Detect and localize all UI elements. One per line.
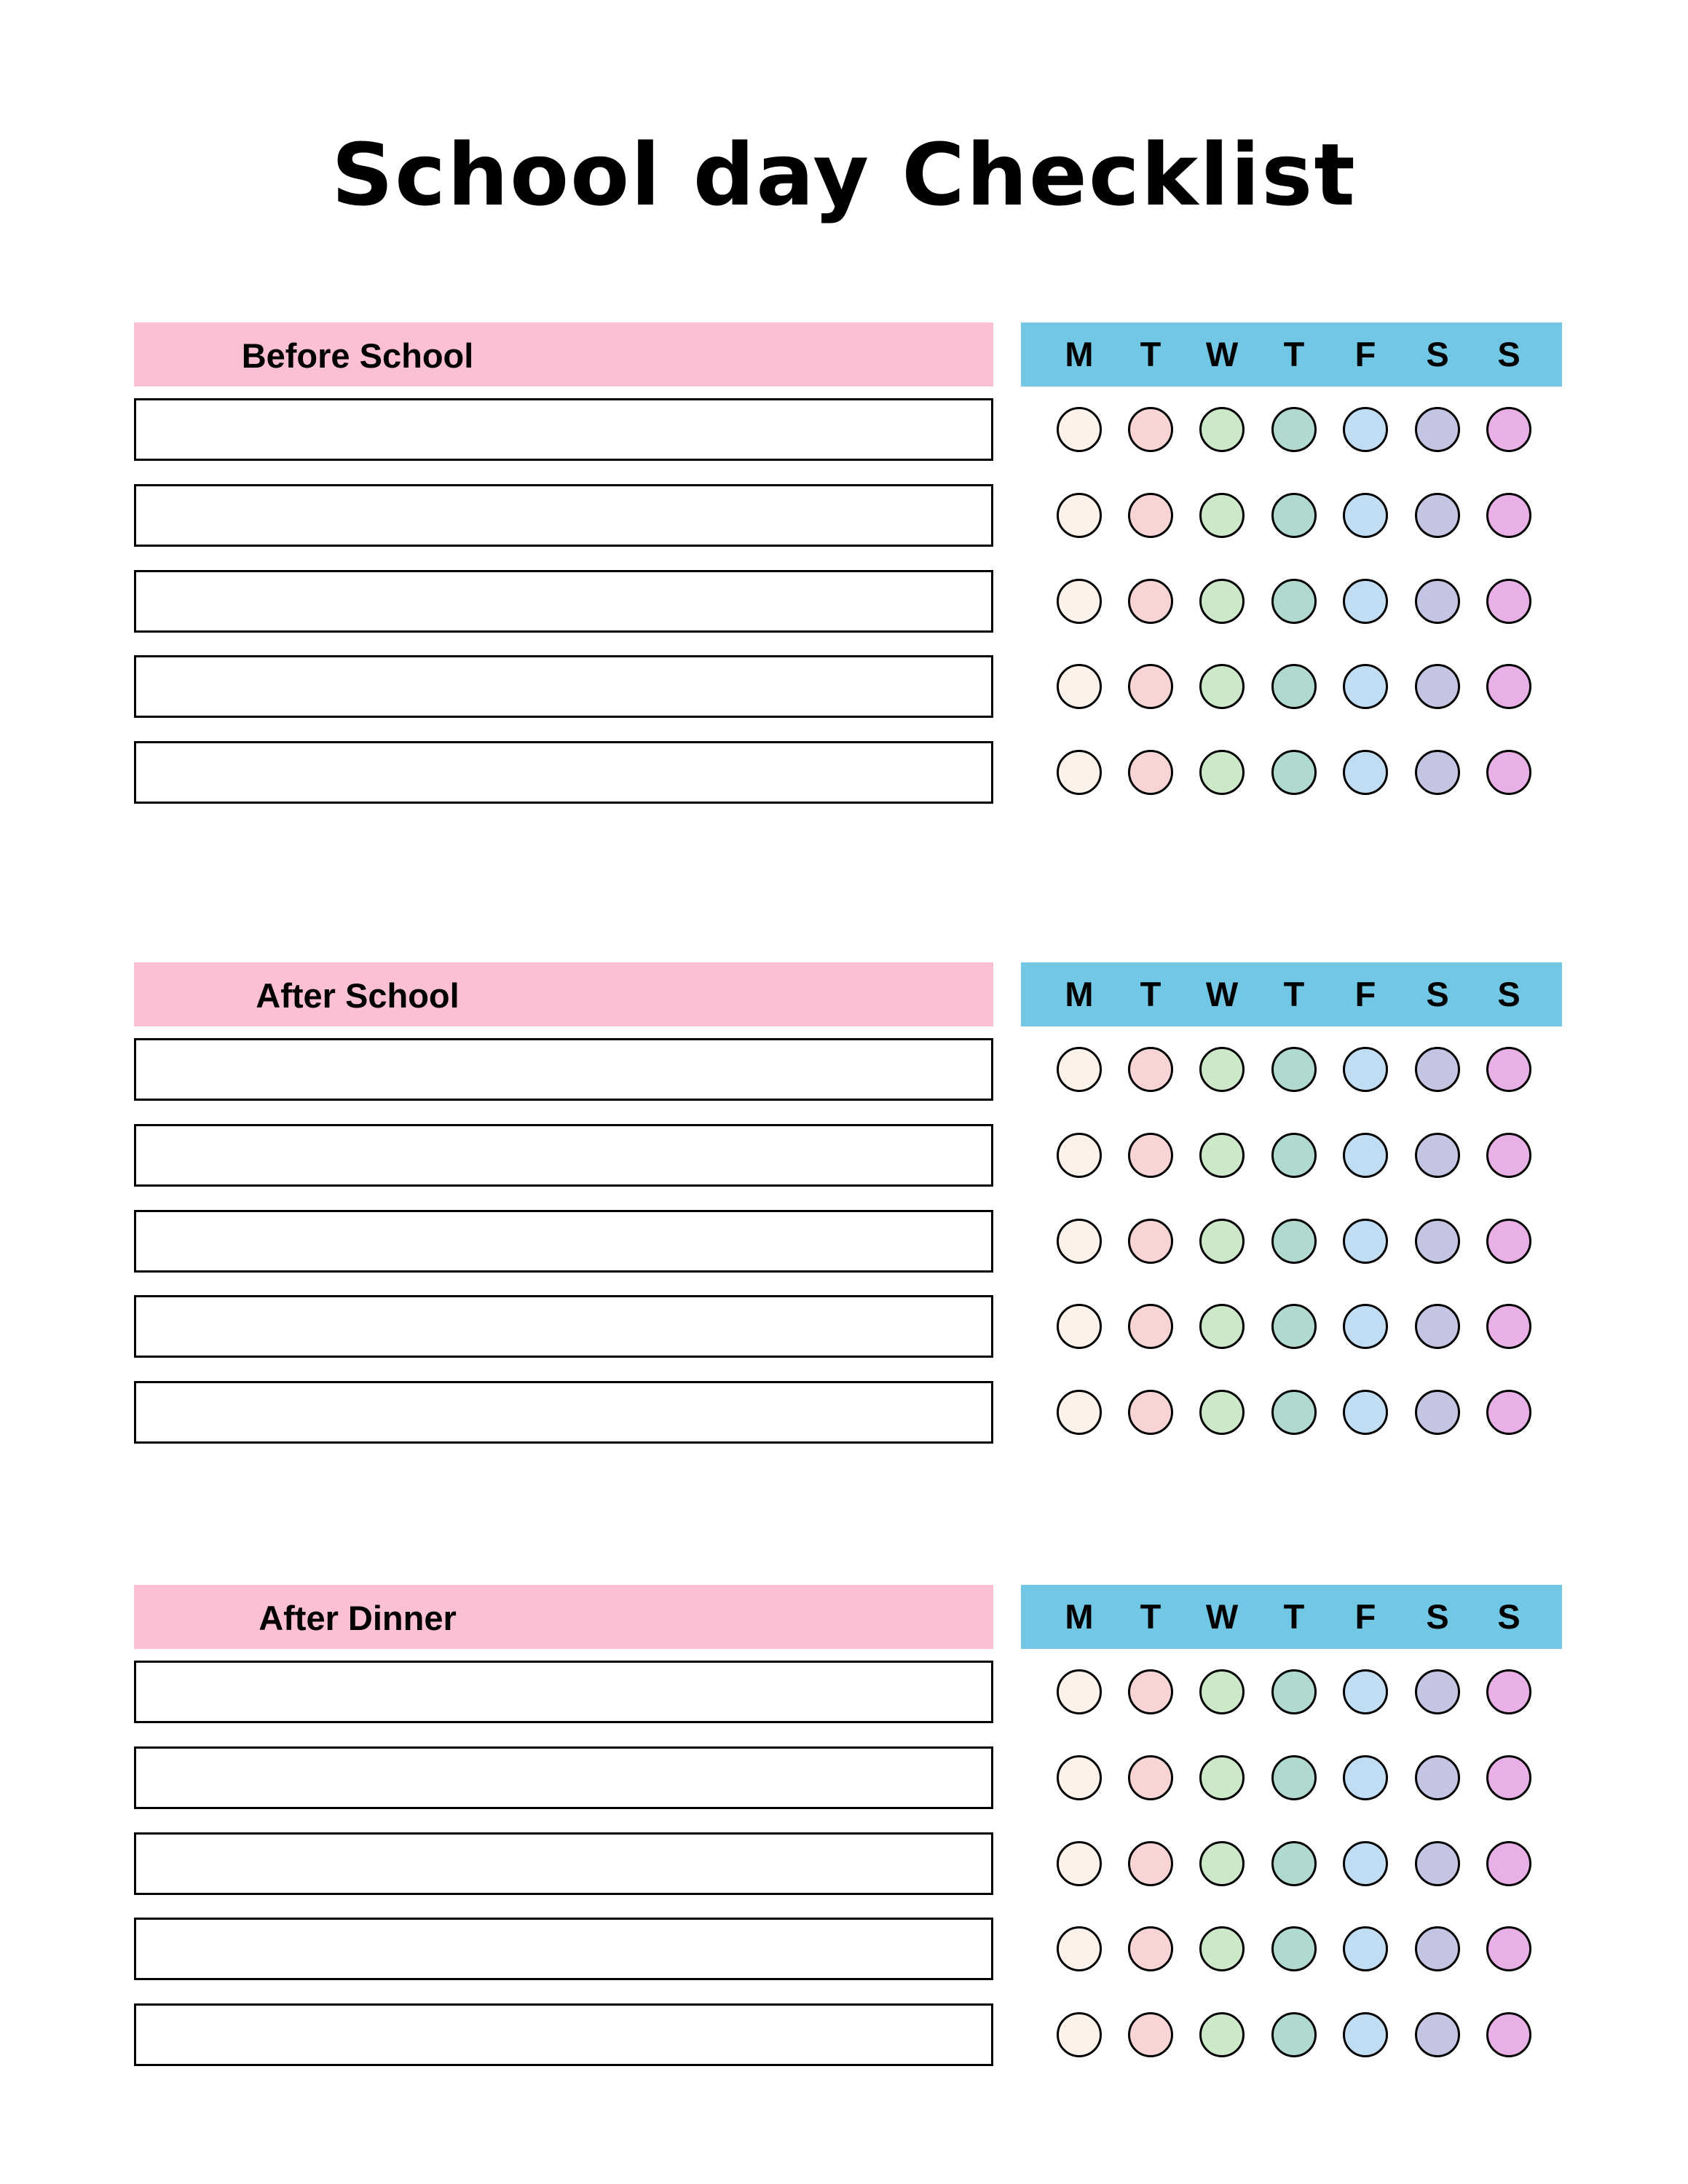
day-check-circle[interactable] xyxy=(1199,1926,1245,1971)
day-check-circle[interactable] xyxy=(1271,1304,1317,1349)
day-check-circle[interactable] xyxy=(1271,750,1317,795)
day-check-circle[interactable] xyxy=(1128,493,1173,538)
day-check-circle[interactable] xyxy=(1128,1926,1173,1971)
day-check-circle[interactable] xyxy=(1199,750,1245,795)
day-check-circle[interactable] xyxy=(1057,1841,1102,1886)
day-check-circle[interactable] xyxy=(1128,1219,1173,1264)
day-check-circle[interactable] xyxy=(1486,407,1531,452)
day-check-circle[interactable] xyxy=(1486,750,1531,795)
day-label: M xyxy=(1065,1597,1094,1636)
section-title: Before School xyxy=(241,336,474,375)
day-label: W xyxy=(1205,975,1239,1013)
day-label: F xyxy=(1354,335,1376,373)
day-check-circle[interactable] xyxy=(1415,1304,1460,1349)
day-check-circle[interactable] xyxy=(1199,1390,1245,1435)
task-field[interactable] xyxy=(134,1832,993,1895)
day-check-circle[interactable] xyxy=(1486,493,1531,538)
day-check-circle[interactable] xyxy=(1057,1669,1102,1714)
day-check-circle[interactable] xyxy=(1415,1047,1460,1092)
day-check-circle[interactable] xyxy=(1415,664,1460,709)
day-label: M xyxy=(1065,335,1094,373)
task-field[interactable] xyxy=(134,2003,993,2066)
day-check-circle[interactable] xyxy=(1199,579,1245,624)
day-check-circle[interactable] xyxy=(1057,407,1102,452)
day-check-circle[interactable] xyxy=(1343,1047,1388,1092)
day-check-circle[interactable] xyxy=(1128,1304,1173,1349)
day-check-circle[interactable] xyxy=(1057,579,1102,624)
day-check-circle[interactable] xyxy=(1057,750,1102,795)
task-field[interactable] xyxy=(134,1295,993,1358)
day-label: T xyxy=(1140,1597,1162,1636)
day-check-circle[interactable] xyxy=(1057,1047,1102,1092)
section-header xyxy=(134,962,993,1026)
day-label: S xyxy=(1497,335,1521,373)
day-check-circle[interactable] xyxy=(1271,579,1317,624)
day-check-circle[interactable] xyxy=(1128,1841,1173,1886)
day-check-circle[interactable] xyxy=(1271,1390,1317,1435)
day-label: S xyxy=(1497,975,1521,1013)
day-check-circle[interactable] xyxy=(1199,1669,1245,1714)
day-label: T xyxy=(1283,975,1305,1013)
task-field[interactable] xyxy=(134,1381,993,1444)
days-header xyxy=(1021,323,1562,387)
day-check-circle[interactable] xyxy=(1271,493,1317,538)
day-check-circle[interactable] xyxy=(1128,1047,1173,1092)
task-field[interactable] xyxy=(134,570,993,633)
day-label: F xyxy=(1354,1597,1376,1636)
day-check-circle[interactable] xyxy=(1199,1133,1245,1178)
task-field[interactable] xyxy=(134,1661,993,1723)
day-check-circle[interactable] xyxy=(1271,1926,1317,1971)
day-check-circle[interactable] xyxy=(1057,493,1102,538)
day-check-circle[interactable] xyxy=(1343,407,1388,452)
day-check-circle[interactable] xyxy=(1415,493,1460,538)
day-check-circle[interactable] xyxy=(1128,750,1173,795)
day-check-circle[interactable] xyxy=(1128,1390,1173,1435)
task-field[interactable] xyxy=(134,1124,993,1187)
day-label: T xyxy=(1140,975,1162,1013)
day-check-circle[interactable] xyxy=(1057,664,1102,709)
day-check-circle[interactable] xyxy=(1486,2012,1531,2057)
task-field[interactable] xyxy=(134,741,993,804)
day-check-circle[interactable] xyxy=(1128,1669,1173,1714)
day-check-circle[interactable] xyxy=(1199,1047,1245,1092)
day-check-circle[interactable] xyxy=(1057,1926,1102,1971)
day-check-circle[interactable] xyxy=(1271,1841,1317,1886)
day-check-circle[interactable] xyxy=(1271,1219,1317,1264)
day-check-circle[interactable] xyxy=(1415,1219,1460,1264)
day-check-circle[interactable] xyxy=(1486,664,1531,709)
day-label: F xyxy=(1354,975,1376,1013)
day-check-circle[interactable] xyxy=(1199,1304,1245,1349)
day-check-circle[interactable] xyxy=(1343,1219,1388,1264)
day-check-circle[interactable] xyxy=(1128,2012,1173,2057)
day-check-circle[interactable] xyxy=(1343,1390,1388,1435)
day-check-circle[interactable] xyxy=(1271,1669,1317,1714)
task-field[interactable] xyxy=(134,1746,993,1809)
day-check-circle[interactable] xyxy=(1271,2012,1317,2057)
day-check-circle[interactable] xyxy=(1415,2012,1460,2057)
task-field[interactable] xyxy=(134,484,993,547)
day-check-circle[interactable] xyxy=(1415,1926,1460,1971)
day-check-circle[interactable] xyxy=(1415,407,1460,452)
day-check-circle[interactable] xyxy=(1486,1841,1531,1886)
day-check-circle[interactable] xyxy=(1271,1755,1317,1800)
day-check-circle[interactable] xyxy=(1057,1133,1102,1178)
day-check-circle[interactable] xyxy=(1343,493,1388,538)
day-check-circle[interactable] xyxy=(1343,1755,1388,1800)
day-check-circle[interactable] xyxy=(1343,1669,1388,1714)
days-header xyxy=(1021,962,1562,1026)
day-label: T xyxy=(1140,335,1162,373)
day-check-circle[interactable] xyxy=(1415,1755,1460,1800)
day-check-circle[interactable] xyxy=(1128,664,1173,709)
section-header xyxy=(134,1585,993,1649)
day-check-circle[interactable] xyxy=(1415,579,1460,624)
day-check-circle[interactable] xyxy=(1128,1755,1173,1800)
day-label: S xyxy=(1426,975,1449,1013)
day-check-circle[interactable] xyxy=(1486,1304,1531,1349)
day-check-circle[interactable] xyxy=(1343,1841,1388,1886)
day-label: W xyxy=(1205,1597,1239,1636)
day-check-circle[interactable] xyxy=(1343,1133,1388,1178)
day-check-circle[interactable] xyxy=(1057,1304,1102,1349)
day-check-circle[interactable] xyxy=(1415,1390,1460,1435)
day-check-circle[interactable] xyxy=(1128,1133,1173,1178)
day-check-circle[interactable] xyxy=(1486,1926,1531,1971)
day-check-circle[interactable] xyxy=(1199,2012,1245,2057)
day-check-circle[interactable] xyxy=(1415,750,1460,795)
task-field[interactable] xyxy=(134,1038,993,1101)
day-check-circle[interactable] xyxy=(1486,1133,1531,1178)
day-check-circle[interactable] xyxy=(1057,2012,1102,2057)
day-check-circle[interactable] xyxy=(1199,1755,1245,1800)
day-check-circle[interactable] xyxy=(1486,1219,1531,1264)
day-label: S xyxy=(1497,1597,1521,1636)
day-check-circle[interactable] xyxy=(1271,664,1317,709)
day-label: T xyxy=(1283,335,1305,373)
day-check-circle[interactable] xyxy=(1271,1047,1317,1092)
page-title: School day Checklist xyxy=(331,124,1357,225)
day-check-circle[interactable] xyxy=(1415,1669,1460,1714)
day-check-circle[interactable] xyxy=(1057,1755,1102,1800)
day-check-circle[interactable] xyxy=(1486,1390,1531,1435)
day-check-circle[interactable] xyxy=(1199,1841,1245,1886)
section-title: After School xyxy=(256,976,460,1015)
day-check-circle[interactable] xyxy=(1343,1926,1388,1971)
day-check-circle[interactable] xyxy=(1271,407,1317,452)
day-check-circle[interactable] xyxy=(1486,1755,1531,1800)
day-check-circle[interactable] xyxy=(1343,664,1388,709)
day-check-circle[interactable] xyxy=(1199,664,1245,709)
day-check-circle[interactable] xyxy=(1128,579,1173,624)
day-label: T xyxy=(1283,1597,1305,1636)
day-label: S xyxy=(1426,1597,1449,1636)
day-check-circle[interactable] xyxy=(1486,1669,1531,1714)
task-field[interactable] xyxy=(134,1210,993,1273)
day-check-circle[interactable] xyxy=(1343,2012,1388,2057)
day-label: M xyxy=(1065,975,1094,1013)
day-check-circle[interactable] xyxy=(1199,407,1245,452)
day-check-circle[interactable] xyxy=(1415,1841,1460,1886)
task-field[interactable] xyxy=(134,398,993,461)
day-check-circle[interactable] xyxy=(1486,1047,1531,1092)
task-field[interactable] xyxy=(134,655,993,718)
day-check-circle[interactable] xyxy=(1343,579,1388,624)
days-header xyxy=(1021,1585,1562,1649)
task-field[interactable] xyxy=(134,1918,993,1980)
day-check-circle[interactable] xyxy=(1128,407,1173,452)
section-header xyxy=(134,323,993,387)
day-check-circle[interactable] xyxy=(1199,493,1245,538)
section-title: After Dinner xyxy=(259,1599,457,1637)
day-label: W xyxy=(1205,335,1239,373)
day-check-circle[interactable] xyxy=(1486,579,1531,624)
day-check-circle[interactable] xyxy=(1057,1219,1102,1264)
day-check-circle[interactable] xyxy=(1343,750,1388,795)
day-check-circle[interactable] xyxy=(1199,1219,1245,1264)
day-check-circle[interactable] xyxy=(1415,1133,1460,1178)
day-check-circle[interactable] xyxy=(1271,1133,1317,1178)
day-check-circle[interactable] xyxy=(1343,1304,1388,1349)
day-check-circle[interactable] xyxy=(1057,1390,1102,1435)
day-label: S xyxy=(1426,335,1449,373)
